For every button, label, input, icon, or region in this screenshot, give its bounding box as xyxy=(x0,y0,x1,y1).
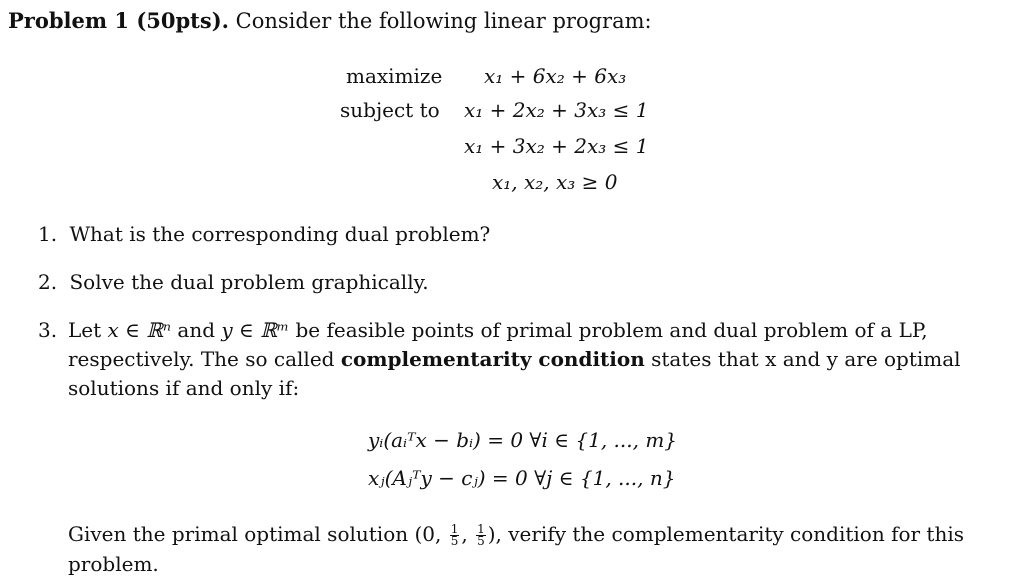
fraction-numerator: 1 xyxy=(477,522,485,536)
question-1-number: 1. xyxy=(38,222,58,246)
objective-expression: x₁ + 6x₂ + 6x₃ xyxy=(484,64,627,88)
question-3-line-3: solutions if and only if: xyxy=(68,376,300,400)
q3-y-domain: y ∈ ℝᵐ xyxy=(221,318,290,342)
question-2 xyxy=(38,270,429,294)
condition-1: yᵢ(aᵢᵀx − bᵢ) = 0 ∀i ∈ {1, ..., m} xyxy=(368,428,678,452)
given-end: problem. xyxy=(68,552,159,576)
question-2-number: 2. xyxy=(38,270,58,294)
objective-label: maximize xyxy=(346,64,443,88)
question-3-number: 3. xyxy=(38,318,58,342)
question-3-line-1 xyxy=(68,316,928,345)
q3-line2-rest: states that x and y are optimal xyxy=(651,347,961,371)
condition-2: xⱼ(Aⱼᵀy − cⱼ) = 0 ∀j ∈ {1, ..., n} xyxy=(368,466,676,490)
question-1 xyxy=(38,222,490,246)
constraint-label: subject to xyxy=(340,98,440,122)
problem-intro: Consider the following linear program: xyxy=(235,9,652,33)
q3-x-domain: x ∈ ℝⁿ xyxy=(107,318,172,342)
question-2-text: Solve the dual problem graphically. xyxy=(69,270,429,294)
constraint-1: x₁ + 2x₂ + 3x₃ ≤ 1 xyxy=(464,98,649,122)
constraint-2: x₁ + 3x₂ + 2x₃ ≤ 1 xyxy=(464,134,649,158)
q3-and: and xyxy=(177,318,216,342)
problem-title: Problem 1 (50pts). xyxy=(8,8,229,33)
question-3-line-2 xyxy=(68,345,961,374)
q3-line1-rest: be feasible points of primal problem and dual problem of a LP, xyxy=(295,318,928,342)
q3-let: Let xyxy=(68,318,102,342)
problem-heading xyxy=(8,8,652,33)
fraction-numerator: 1 xyxy=(450,522,459,536)
fraction-denominator: 5 xyxy=(450,534,459,548)
nonnegativity-constraint: x₁, x₂, x₃ ≥ 0 xyxy=(492,170,618,194)
fraction-one-fifth-a xyxy=(450,524,460,547)
fraction-denominator: 5 xyxy=(477,534,485,548)
given-solution-line: Given the primal optimal solution (0, $\frac{1}{5}$ , $\frac{1}{5}$ ), verify the complementarity condition for this xyxy=(68,522,965,548)
given-rest: ), verify the complementarity condition for this xyxy=(487,522,965,546)
question-1-text: What is the corresponding dual problem? xyxy=(69,222,491,246)
complementarity-term: complementarity condition xyxy=(340,347,645,371)
fraction-one-fifth-b xyxy=(476,524,486,547)
given-start: Given the primal optimal solution (0, xyxy=(68,522,442,546)
q3-line2-start: respectively. The so called xyxy=(68,347,335,371)
